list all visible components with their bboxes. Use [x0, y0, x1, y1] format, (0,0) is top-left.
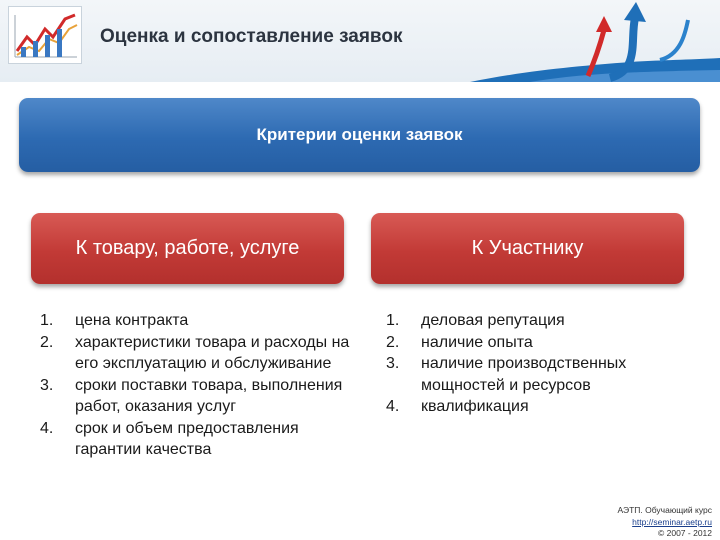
list-number: 1.: [386, 312, 400, 329]
list-item: [40, 418, 350, 461]
goods-criteria-heading: К товару, работе, услуге: [31, 213, 344, 284]
swoosh-arrows-icon: [470, 0, 720, 82]
list-item-text: деловая репутация: [421, 312, 565, 329]
list-item-text: квалификация: [421, 398, 529, 415]
list-item: [386, 310, 676, 332]
list-item: [40, 332, 350, 375]
page-title: Оценка и сопоставление заявок: [100, 26, 403, 47]
criteria-banner: [19, 98, 700, 172]
list-item-text: сроки поставки товара, выполнения работ, оказания услуг: [75, 376, 343, 415]
footer-url-link[interactable]: http://seminar.aetp.ru: [632, 516, 712, 527]
footer-credits: [618, 505, 713, 540]
list-number: 3.: [40, 376, 54, 394]
list-number: 2.: [40, 333, 54, 351]
footer-copyright: © 2007 - 2012: [658, 528, 712, 538]
list-number: 4.: [40, 419, 54, 437]
list-item: [386, 332, 676, 354]
list-item-text: наличие опыта: [421, 333, 533, 351]
participant-criteria-list: [386, 310, 676, 418]
list-number: 1.: [40, 312, 54, 329]
list-item: [386, 353, 676, 396]
list-item-text: срок и объем предоставления гарантии качества: [75, 419, 299, 458]
participant-criteria-heading: К Участнику: [371, 213, 684, 284]
list-item-text: цена контракта: [75, 312, 189, 329]
chart-logo-icon: [8, 6, 82, 64]
list-item: [40, 375, 350, 418]
list-item-text: характеристики товара и расходы на его эксплуатацию и обслуживание: [75, 333, 350, 372]
list-number: 3.: [386, 355, 400, 372]
list-item-text: наличие производственных мощностей и ресурсов: [421, 355, 627, 394]
header-bar: [0, 0, 720, 82]
list-number: 4.: [386, 398, 400, 415]
list-number: 2.: [386, 333, 400, 351]
list-item: [40, 310, 350, 332]
goods-criteria-list: [40, 310, 350, 461]
criteria-banner-label: Критерии оценки заявок: [256, 125, 463, 144]
footer-course: АЭТП. Обучающий курс: [617, 505, 712, 515]
list-item: [386, 396, 676, 418]
